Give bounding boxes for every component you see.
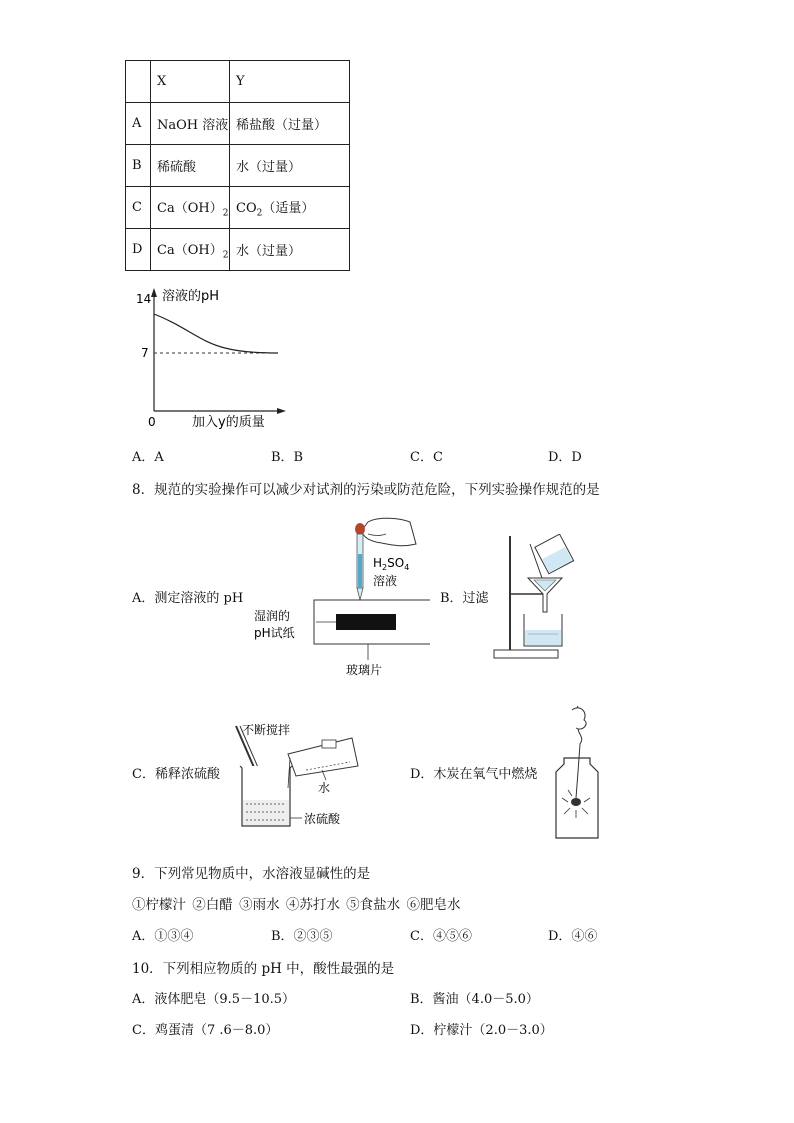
combustion-figure bbox=[550, 702, 620, 840]
q8-option-d: D．木炭在氧气中燃烧 bbox=[410, 767, 538, 782]
subscript: 2 bbox=[222, 208, 229, 219]
q9-option-a: A．①③④ bbox=[132, 929, 194, 944]
q9-option-c: C．④⑤⑥ bbox=[410, 929, 472, 944]
charcoal-icon bbox=[571, 798, 581, 806]
q10-stem: 10．下列相应物质的 pH 中，酸性最强的是 bbox=[132, 961, 395, 977]
tick-14: 14 bbox=[136, 292, 152, 306]
ph-graph bbox=[130, 284, 300, 432]
tick-7: 7 bbox=[141, 346, 149, 360]
table-header-row bbox=[126, 61, 350, 103]
acid-label: 浓硫酸 bbox=[304, 812, 341, 826]
cell-y: 水（过量） bbox=[230, 229, 350, 271]
reagent-label-2: 溶液 bbox=[373, 574, 398, 588]
q9-stem: 9．下列常见物质中，水溶液显碱性的是 bbox=[132, 866, 371, 882]
x-axis-arrow bbox=[277, 408, 286, 414]
q9-option-b: B．②③⑤ bbox=[271, 929, 333, 944]
glass-label: 玻璃片 bbox=[346, 663, 383, 677]
q9-items: ①柠檬汁 ②白醋 ③雨水 ④苏打水 ⑤食盐水 ⑥肥皂水 bbox=[132, 897, 461, 913]
ph-curve bbox=[154, 314, 278, 353]
filtration-figure bbox=[490, 534, 590, 662]
q8-option-a: A．测定溶液的 pH bbox=[132, 591, 244, 606]
y-axis-arrow bbox=[151, 288, 157, 297]
cell-x: 稀硫酸 bbox=[151, 145, 230, 187]
water-label: 水 bbox=[318, 781, 331, 795]
ph-paper-icon bbox=[336, 614, 396, 630]
q7-option-b: B．B bbox=[271, 450, 304, 465]
subscript: 2 bbox=[256, 208, 263, 219]
table-row bbox=[126, 187, 350, 229]
table-header-x: X bbox=[151, 61, 230, 103]
row-label: C bbox=[126, 187, 151, 229]
table-header-y: Y bbox=[230, 61, 350, 103]
q7-option-a: A．A bbox=[132, 450, 164, 465]
cell-x bbox=[151, 187, 230, 229]
cell-y-rest: （适量） bbox=[262, 200, 315, 216]
cell-y bbox=[230, 187, 350, 229]
q7-option-d: D．D bbox=[548, 450, 582, 465]
cell-y: 水（过量） bbox=[230, 145, 350, 187]
cell-x-text: Ca（OH） bbox=[157, 200, 223, 216]
q8-option-b: B．过滤 bbox=[440, 591, 489, 606]
q10-option-a: A．液体肥皂（9.5－10.5） bbox=[132, 992, 296, 1007]
stand-base-icon bbox=[494, 650, 558, 658]
table-row bbox=[126, 103, 350, 145]
cell-x bbox=[151, 229, 230, 271]
paper-label-2: pH试纸 bbox=[254, 626, 295, 640]
xy-table bbox=[125, 60, 350, 271]
row-label: A bbox=[126, 103, 151, 145]
dilution-figure bbox=[226, 718, 386, 834]
cell-x: NaOH 溶液 bbox=[151, 103, 230, 145]
table-cell bbox=[126, 61, 151, 103]
cell-y: 稀盐酸（过量） bbox=[230, 103, 350, 145]
x-axis-label: 加入y的质量 bbox=[192, 415, 265, 430]
y-axis-label: 溶液的pH bbox=[162, 289, 220, 304]
q10-option-d: D．柠檬汁（2.0－3.0） bbox=[410, 1023, 553, 1038]
table-row bbox=[126, 229, 350, 271]
q10-option-c: C．鸡蛋清（7 .6－8.0） bbox=[132, 1023, 279, 1038]
row-label: B bbox=[126, 145, 151, 187]
table-row bbox=[126, 145, 350, 187]
ph-test-figure bbox=[250, 514, 430, 682]
q9-option-d: D．④⑥ bbox=[548, 929, 598, 944]
stir-label: 不断搅拌 bbox=[242, 723, 291, 737]
q8-stem: 8．规范的实验操作可以减少对试剂的污染或防范危险，下列实验操作规范的是 bbox=[132, 482, 600, 498]
pouring-beaker-icon bbox=[535, 534, 574, 574]
row-label: D bbox=[126, 229, 151, 271]
origin-label: 0 bbox=[148, 415, 156, 429]
reagent-label: $H_2SO_4$ bbox=[373, 556, 410, 572]
q8-option-c: C．稀释浓硫酸 bbox=[132, 767, 220, 782]
q10-option-b: B．酱油（4.0－5.0） bbox=[410, 992, 539, 1007]
subscript: 2 bbox=[222, 250, 229, 261]
cell-x-text: Ca（OH） bbox=[157, 242, 223, 258]
paper-label-1: 湿润的 bbox=[254, 609, 291, 623]
hand-icon bbox=[362, 518, 416, 545]
cell-y-text: CO bbox=[236, 200, 257, 216]
dropper-bulb-icon bbox=[355, 523, 365, 535]
q7-option-c: C．C bbox=[410, 450, 443, 465]
